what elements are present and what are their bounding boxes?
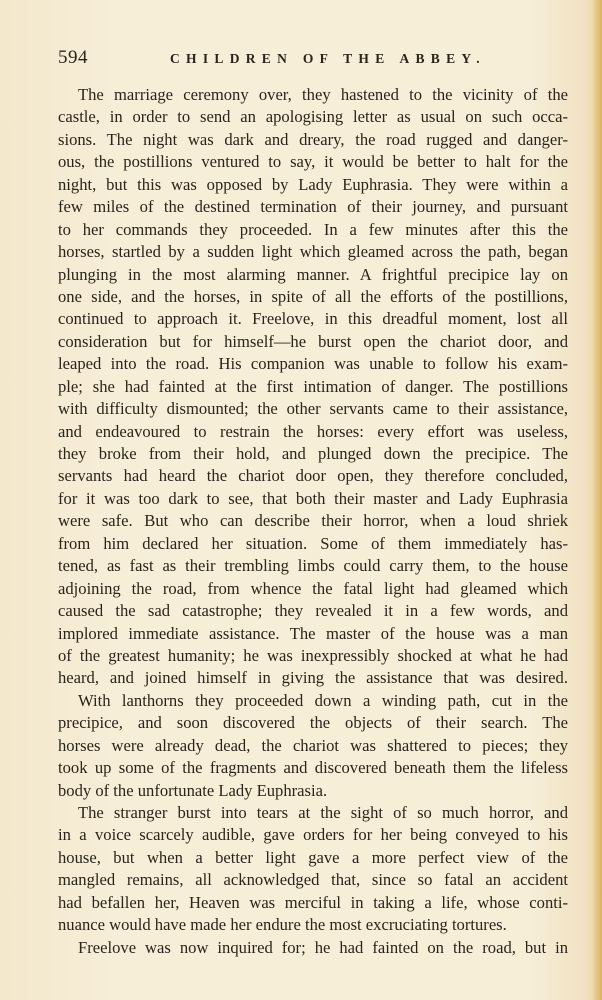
text-line: ous, the postillions ventured to say, it would be better to halt for the: [58, 152, 568, 172]
text-line: with difficulty dismounted; the other servants came to their assistance,: [58, 399, 568, 419]
text-line: horses, startled by a sudden light which gleamed across the path, began: [58, 242, 568, 262]
text-line: ple; she had fainted at the first intimation of danger. The postillions: [58, 376, 568, 396]
text-line: With lanthorns they proceeded down a winding path, cut in the: [78, 690, 568, 710]
text-line: sions. The night was dark and dreary, the road rugged and danger-: [58, 129, 568, 149]
text-line: precipice, and soon discovered the objects of their search. The: [58, 713, 568, 733]
page-number: 594: [58, 47, 88, 68]
text-line: to her commands they proceeded. In a few minutes after this the: [58, 219, 568, 239]
text-line: Freelove was now inquired for; he had fainted on the road, but in: [78, 937, 568, 957]
text-line: from him declared her situation. Some of them immediately has-: [58, 533, 568, 553]
text-line: castle, in order to send an apologising letter as usual on such occa-: [58, 107, 568, 127]
text-line: for it was too dark to see, that both their master and Lady Euphrasia: [58, 488, 568, 508]
text-line: they broke from their hold, and plunged down the precipice. The: [58, 444, 568, 463]
page-header: [58, 47, 578, 73]
text-line: body of the unfortunate Lady Euphrasia.: [58, 780, 328, 800]
text-line: continued to approach it. Freelove, in this dreadful moment, lost all: [58, 309, 568, 329]
text-line: nuance would have made her endure the most excruciating tortures.: [58, 915, 507, 935]
text-line: leaped into the road. His companion was unable to follow his exam-: [58, 354, 568, 374]
text-line: heard, and joined himself in giving the assistance that was desired.: [58, 668, 568, 688]
text-line: and endeavoured to restrain the horses: every effort was useless,: [58, 421, 568, 441]
text-line: servants had heard the chariot door open, they therefore concluded,: [58, 466, 568, 486]
text-line: caused the sad catastrophe; they revealed it in a few words, and: [58, 601, 568, 621]
text-line: mangled remains, all acknowledged that, since so fatal an accident: [58, 870, 568, 890]
text-line: had befallen her, Heaven was merciful in taking a life, whose conti-: [58, 892, 568, 912]
text-line: The stranger burst into tears at the sight of so much horror, and: [78, 803, 568, 822]
text-line: night, but this was opposed by Lady Euphrasia. They were within a: [58, 174, 568, 194]
text-line: one side, and the horses, in spite of all the efforts of the postillions,: [58, 286, 568, 306]
text-line: of the greatest humanity; he was inexpressibly shocked at what he had: [58, 645, 568, 665]
text-line: few miles of the destined termination of their journey, and pursuant: [58, 197, 568, 217]
text-line: house, but when a better light gave a more perfect view of the: [58, 847, 568, 867]
text-line: tened, as fast as their trembling limbs could carry them, to the house: [58, 556, 568, 576]
text-line: adjoining the road, from whence the fatal light had gleamed which: [58, 578, 568, 598]
text-line: took up some of the fragments and discovered beneath them the lifeless: [58, 758, 568, 778]
text-line: in a voice scarcely audible, gave orders for her being conveyed to his: [58, 825, 568, 845]
text-line: horses were already dead, the chariot was shattered to pieces; they: [58, 735, 568, 755]
body-text: [58, 84, 568, 959]
text-line: implored immediate assistance. The master of the house was a man: [58, 623, 568, 643]
page-edge: [592, 0, 602, 1000]
text-line: were safe. But who can describe their horror, when a loud shriek: [58, 511, 568, 531]
text-line: The marriage ceremony over, they hastened to the vicinity of the: [78, 85, 568, 104]
text-line: consideration but for himself—he burst open the chariot door, and: [58, 331, 568, 351]
running-title: CHILDREN OF THE ABBEY.: [170, 51, 486, 66]
text-line: plunging in the most alarming manner. A frightful precipice lay on: [58, 264, 568, 284]
